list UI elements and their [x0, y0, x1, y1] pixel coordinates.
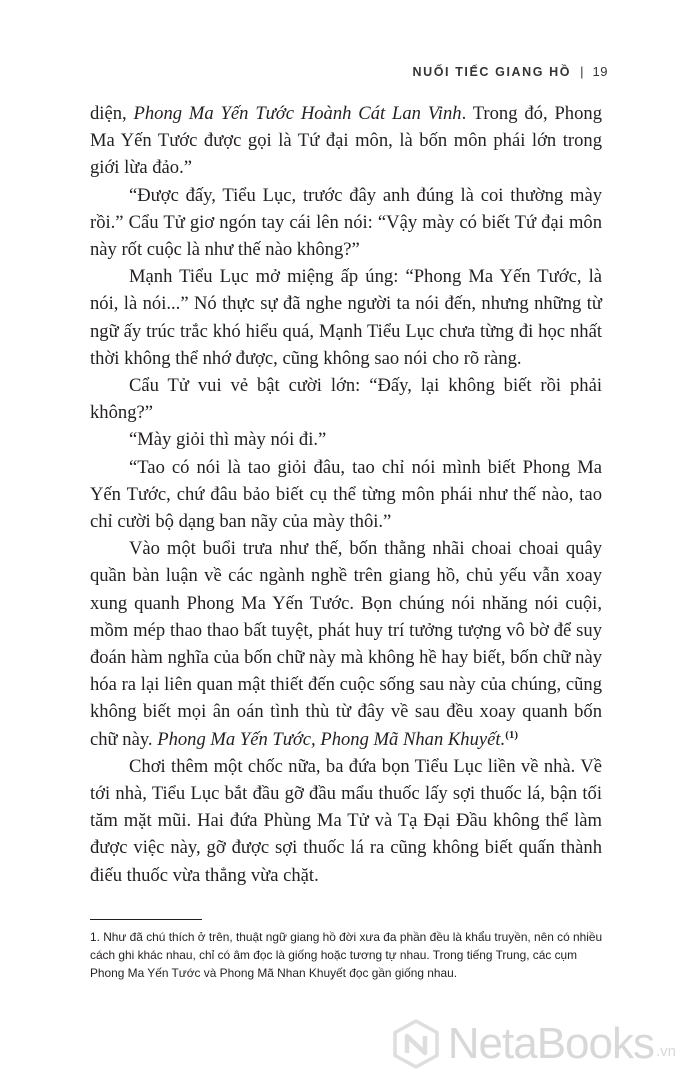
paragraph-4: Cẩu Tử vui vẻ bật cười lớn: “Đấy, lại không biết rồi phải không?”	[90, 375, 602, 424]
watermark	[390, 1018, 676, 1070]
header-separator: |	[580, 64, 584, 79]
watermark-domain: .vn	[655, 1043, 676, 1060]
paragraph-5: “Mày giỏi thì mày nói đi.”	[129, 429, 327, 451]
paragraph-1-italic: Phong Ma Yến Tước Hoành Cát Lan Vinh	[133, 103, 462, 124]
page-number: 19	[592, 64, 608, 79]
paragraph-3: Mạnh Tiểu Lục mở miệng ấp úng: “Phong Ma Yến Tước, là nói, là nói...” Nó thực sự đã nghe người ta nói đến, nhưng những từ ngữ ấy trúc trắc khó hiểu quá, Mạnh Tiểu Lục chưa từng đi học nhất thời không thể nhớ được, cũng không sao nói cho rõ ràng.	[90, 266, 602, 369]
footnote-reference: (1)	[505, 728, 519, 741]
footnote-text: 1. Như đã chú thích ở trên, thuật ngữ giang hồ đời xưa đa phần đều là khẩu truyền, nên có nhiều cách ghi khác nhau, chỉ có âm đọc là giống hoặc tương tự nhau. Trong tiếng Trung, các cụm Phong Ma Yến Tước và Phong Mã Nhan Khuyết đọc gần giống nhau.	[90, 930, 603, 981]
paragraph-2: “Được đấy, Tiểu Lục, trước đây anh đúng là coi thường mày rồi.” Cẩu Tử giơ ngón tay cái lên nói: “Vậy mày có biết Tứ đại môn này rốt cuộc là như thế nào không?”	[90, 184, 602, 261]
paragraph-1-tail: . Trong đó, Phong Ma Yến Tước được gọi là Tứ đại môn, là bốn môn phái lớn trong giới lừa đảo.”	[90, 103, 602, 179]
paragraph-7-italic: Phong Ma Yến Tước, Phong Mã Nhan Khuyết.	[157, 728, 506, 750]
paragraph-8: Chơi thêm một chốc nữa, ba đứa bọn Tiểu Lục liền về nhà. Về tới nhà, Tiểu Lục bắt đầu gỡ đầu mẩu thuốc lấy sợi thuốc lá, bận tối tăm mặt mũi. Hai đứa Phùng Ma Tử và Tạ Đại Đầu không thể làm được việc này, gỡ được sợi thuốc lá ra cũng không biết quấn thành điếu thuốc vừa thẳng vừa chặt.	[90, 755, 602, 886]
body-text	[90, 100, 602, 889]
paragraph-6: “Tao có nói là tao giỏi đâu, tao chỉ nói mình biết Phong Ma Yến Tước, chứ đâu bảo biết cụ thể từng môn phái như thế nào, tao chỉ cười bộ dạng ban nãy của mày thôi.”	[90, 456, 602, 533]
paragraph-1	[90, 100, 602, 182]
paragraph-7	[90, 535, 602, 753]
running-header	[412, 64, 608, 79]
netabooks-logo-icon	[390, 1018, 442, 1070]
paragraph-1-lead: diện,	[90, 103, 134, 124]
paragraph-7-text: Vào một buổi trưa như thế, bốn thằng nhãi choai choai quây quần bàn luận về các ngành nghề trên giang hồ, chủ yếu vẫn xoay xung quanh Phong Ma Yến Tước. Bọn chúng nói nhăng nói cuội, mồm mép thao thao bất tuyệt, phát huy trí tưởng tượng vô bờ để suy đoán hàm nghĩa của bốn chữ này mà không hề hay biết, bốn chữ này hóa ra lại liên quan mật thiết đến cuộc sống sau này của chúng, cũng không biết mọi ân oán tình thù từ đây về sau đều xoay quanh bốn chữ này.	[90, 538, 602, 750]
running-title: NUỐI TIẾC GIANG HỒ	[412, 64, 572, 79]
watermark-brand: NetaBooks	[447, 1019, 654, 1068]
footnote-divider	[90, 919, 202, 920]
